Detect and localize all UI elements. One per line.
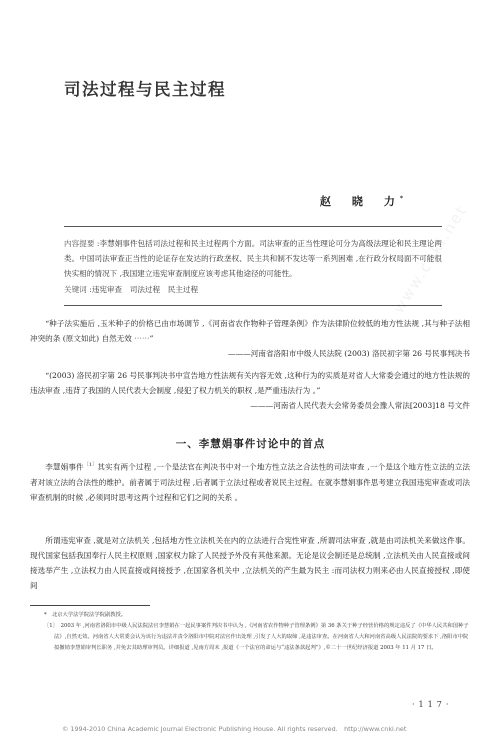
- epigraph-1-text: “种子法实施后 ,玉米种子的价格已由市场调节 ,《河南省农作物种子管理条例》作为法律阶位较低的地方性法规 ,其与种子法相冲突的条 (原文如此) 自然无效 ⋯⋯”: [30, 319, 470, 343]
- epigraph-2-source: ———河南省人民代表大会常务委员会豫人常法[2003]18 号文件: [250, 401, 470, 410]
- section-heading: 一、李慧娟事件讨论中的首点: [175, 438, 326, 450]
- author-text: 赵 晓 力: [319, 195, 400, 208]
- keywords-text: 违宪审查 司法过程 民主过程: [91, 284, 199, 294]
- epigraph-1: [30, 316, 470, 361]
- footnote-1: 〔1〕 2003 年 ,河南省洛阳市中级人民法院法官李慧娟在一起民事案件判决书中认为 ,《河南省农作物种子管理条例》第 36 条关于种子经营价格的规定违反了《中华人民共和国种子法》,自然无效。河南省人大常委会认为该行为违法并责令洛阳市中院对法官作出处理 ,引发了人大的取缔 ,是违法审查。在河南省人大和河南省高级人民法院的要求下 ,洛阳市中院拟撤销李慧娟审判长职务 ,并免去其助理审判员。详细报道 ,见南方周末 ,报道《一个法官的命运与“违法条款起判”》,©二十一世纪经济报道 2003 年 11 月 17 日。: [44, 623, 469, 651]
- footnote-author: * 北京大学法学院法学院副教授。: [44, 612, 127, 618]
- body-paragraph-2: [30, 533, 470, 593]
- copyright-notice: © 1994-2010 China Academic Journal Electronic Publishing House. All rights reserved. http://www.cnki.net: [62, 725, 407, 733]
- footnote-divider: [30, 605, 150, 606]
- abstract-label: 内容提要 :: [64, 239, 100, 248]
- page-number: ·117·: [412, 700, 453, 709]
- footnote-ref-1: 〔1〕: [83, 462, 98, 468]
- body-paragraph-1: [30, 458, 470, 505]
- epigraph-1-source: ———河南省洛阳市中级人民法院 (2003) 洛民初字第 26 号民事判决书: [227, 349, 470, 358]
- author-name: [320, 193, 403, 209]
- epigraph-2: [30, 368, 470, 413]
- epigraph-2-text: “(2003) 洛民初字第 26 号民事判决书中宣告地方性法规有关内容无效 ,这种行为的实质是对省人大常委会通过的地方性法规的违法审查 ,违背了我国的人民代表大会制度 ,侵犯了权力机关的职权 ,是严重违法行为 。”: [30, 371, 470, 395]
- watermark: www.cnki.net: [389, 201, 471, 317]
- body-para1-start: 李慧娟事件: [45, 462, 84, 472]
- keywords-line: [64, 282, 442, 297]
- body-paragraph-1-text: [30, 458, 470, 505]
- author-footnote-mark: *: [399, 195, 403, 203]
- keywords-label: 关键词 :: [64, 284, 92, 294]
- body-para1-rest: 其实有两个过程 ,一个是法官在判决书中对一个地方性立法之合法性的司法审查 ,一个是这个地方性立法的立法者对该立法的合法性的维护。前者属于司法过程 ,后者属于立法过程或者说民主过程。在就李慧娟事件思考建立我国违宪审查或司法审查机制的时候 ,必须同时思考这两个过程和它们之间的关系 。: [30, 462, 471, 502]
- body-paragraph-2-text: 所谓违宪审查 ,就是对立法机关 ,包括地方性立法机关在内的立法进行合宪性审查 ,所谓司法审查 ,就是由司法机关来做这件事。现代国家包括我国奉行人民主权原则 ,国家权力除了人民授予外没有其他来源。无论是议会制还是总统制 ,立法机关由人民直接或间接选举产生 ,立法权力由人民直接或间接授予 ,在国家各机关中 ,立法机关的产生最为民主 :而司法权力则来必由人民直接授权 ,即使间: [30, 536, 470, 590]
- footnotes: [44, 610, 472, 654]
- abstract-text: 李慧娟事件包括司法过程和民主过程两个方面。司法审查的正当性理论可分为高级法理论和民主理论两类。中国司法审查正当性的论证存在发达的行政垄权、民主共和制不发达等一系列困难 ,在行政分权局面不可能很快实相的情况下 ,我国建立违宪审查制度应该考虑其他途径的可能性。: [64, 239, 442, 279]
- paper-title: 司法过程与民主过程: [64, 80, 226, 99]
- abstract-box: [64, 226, 442, 306]
- abstract-paragraph: [64, 236, 442, 282]
